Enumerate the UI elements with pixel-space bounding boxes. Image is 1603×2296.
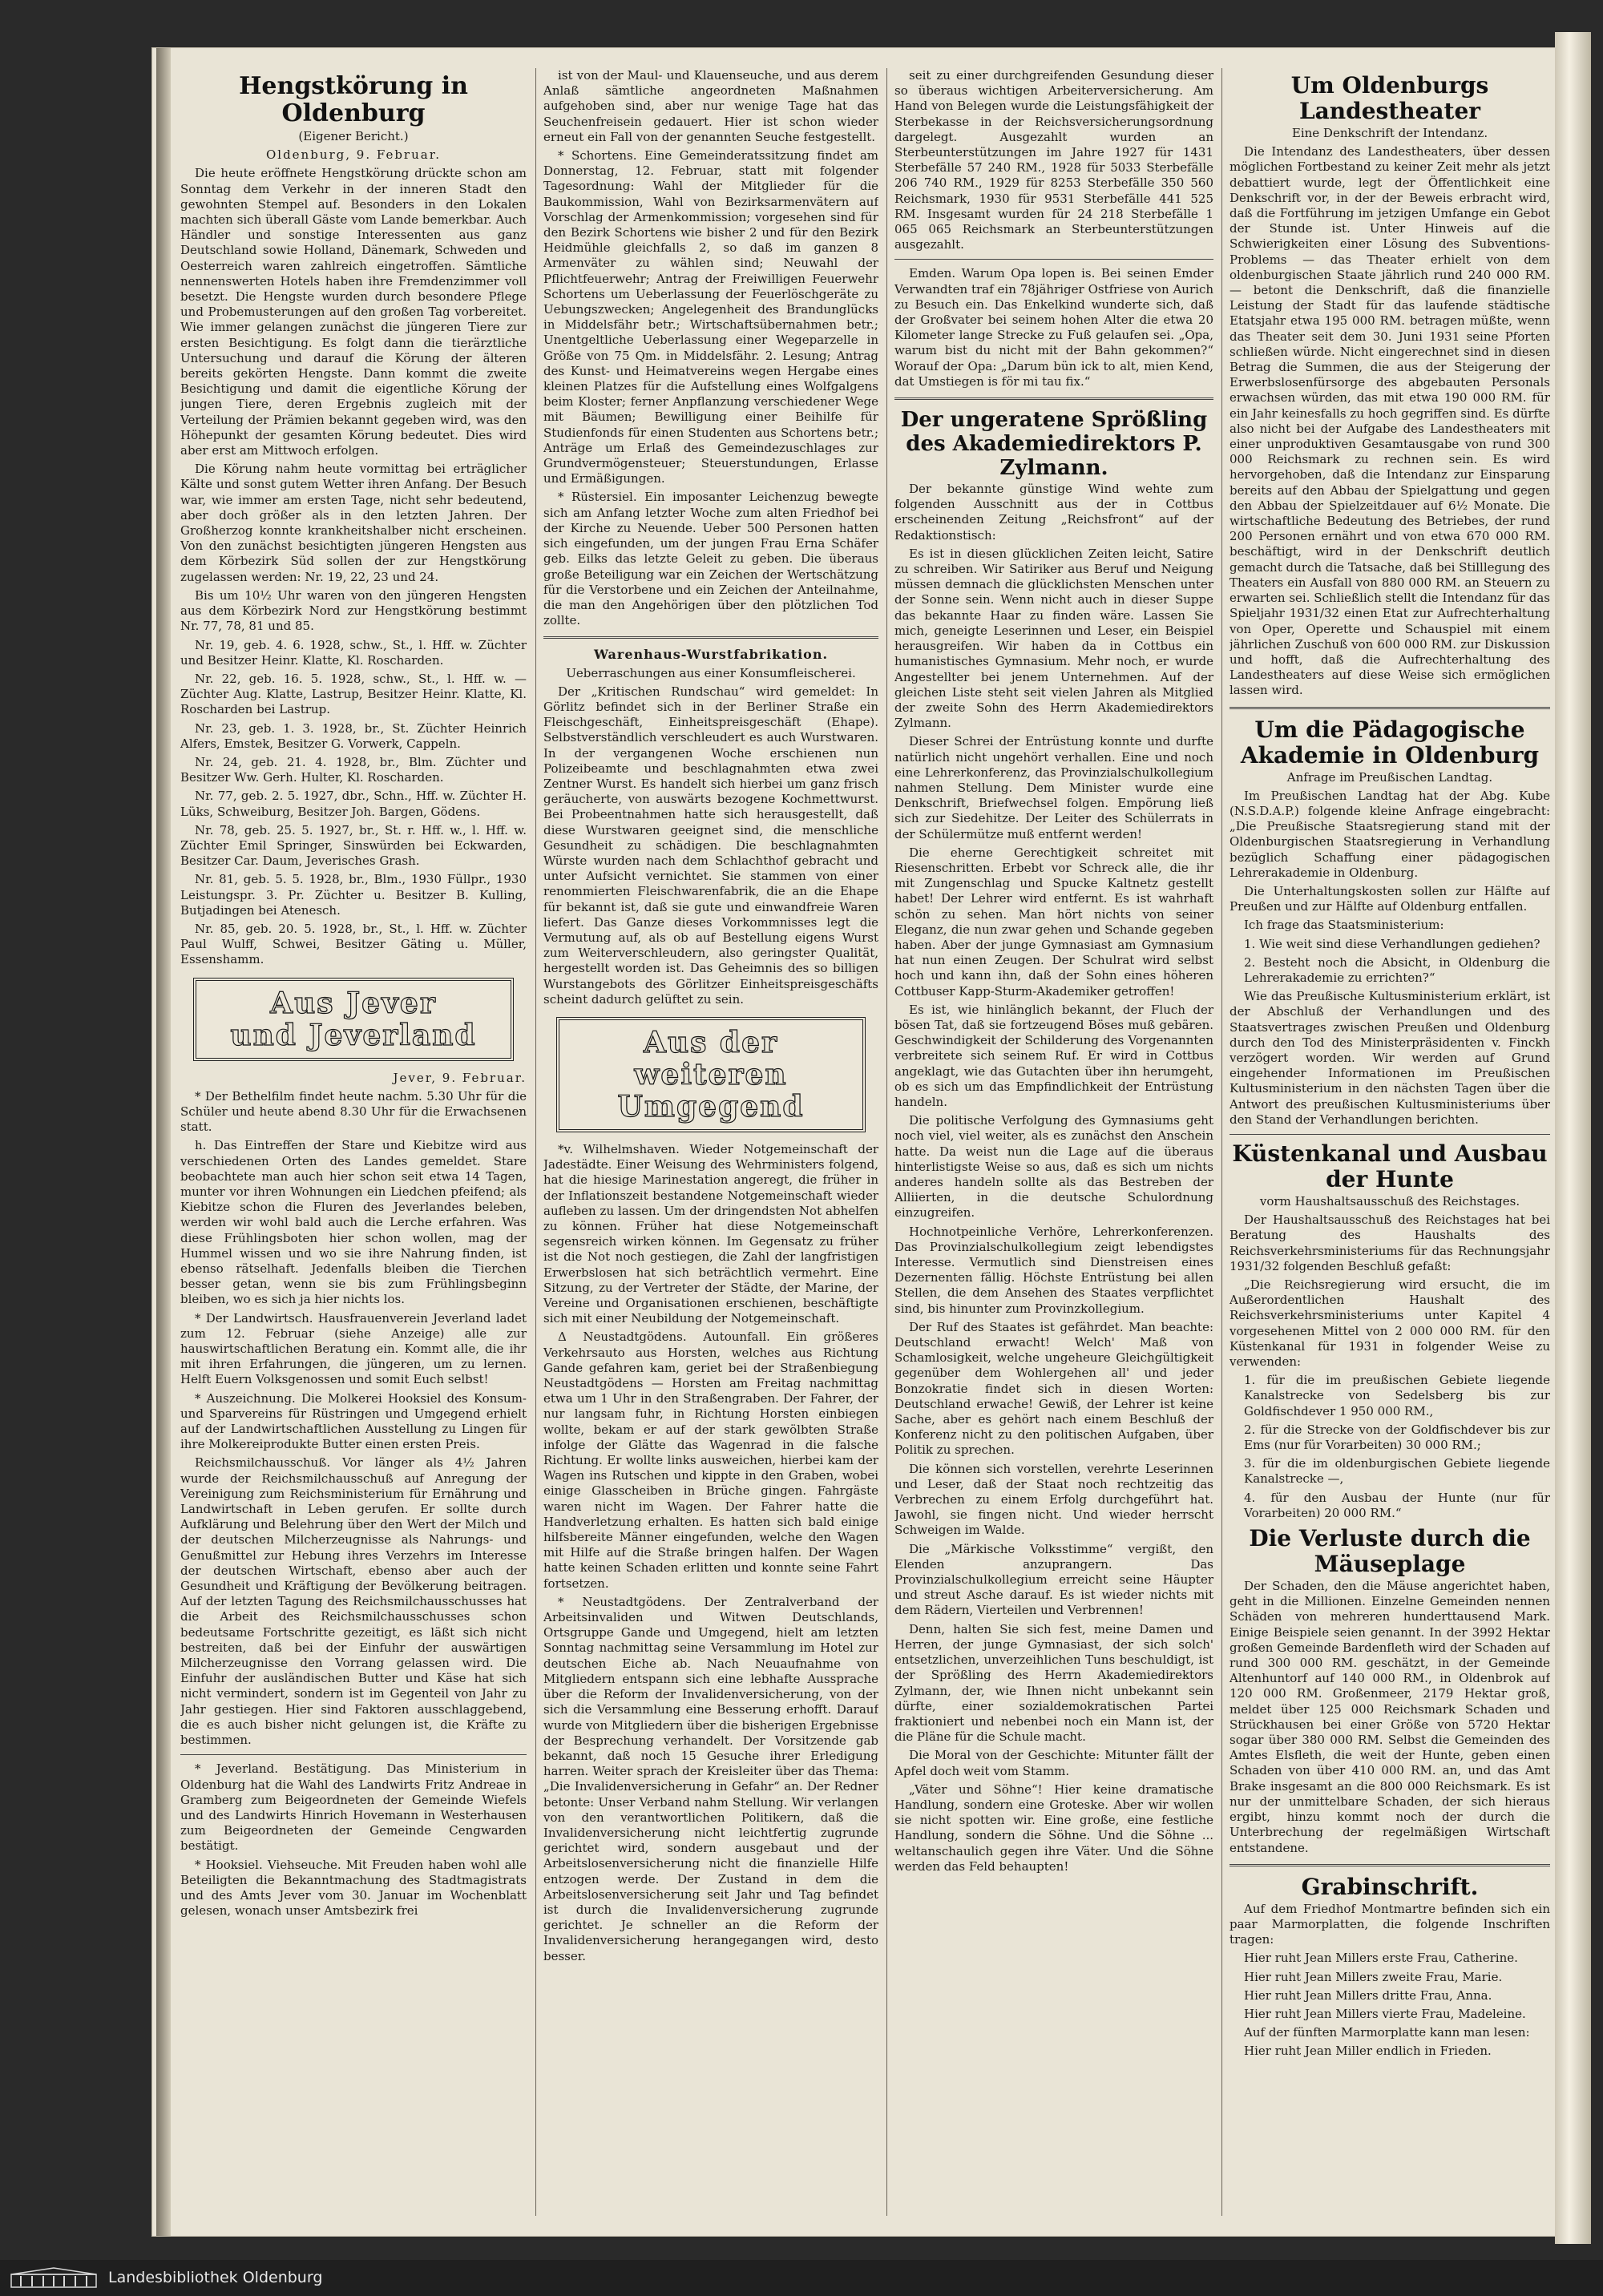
article-subhead: Eine Denkschrift der Intendanz. — [1291, 126, 1488, 140]
paragraph: Nr. 78, geb. 25. 5. 1927, br., St. r. Hff. w., l. Hff. w. Züchter Emil Springer, Sinswürden bei Eckwarden, Besitzer Car. Daum, Jeverisches Grash. — [180, 822, 527, 869]
paragraph: Der Schaden, den die Mäuse angerichtet haben, geht in die Millionen. Einzelne Gemeinden nennen Schäden von mehreren hunderttausend Mark. Einige Beispiele seien genannt. In der 3992 Hektar großen Gemeinde Bardenfleth wird der Schaden auf rund 300 000 RM. geschätzt, in der Gemeinde Altenhuntorf auf 140 000 RM., in Oldenbrok auf 120 000 RM. Großenmeer, 2179 Hektar groß, meldet über 125 000 Reichsmark Schaden und Strückhausen bei einer Größe von 5720 Hektar sogar über 380 000 RM. Selbst die Gemeinden des Amtes Elsfleth, die weit der Hunte, geben einen Schaden von über 410 000 RM. an, und das Amt Brake insgesamt an die 800 000 Reichsmark. Es ist nur der unmittelbare Schaden, der sich hieraus ergibt, hinzu kommt noch der durch die Unterbrechung der regelmäßigen Wirtschaft entstandene. — [1230, 1579, 1550, 1855]
library-building-icon — [10, 2266, 98, 2289]
paragraph: Die „Märkische Volksstimme“ vergißt, den Elenden anzuprangern. Das Provinzialschulkollegium erreicht seine Häupter und streut Asche darauf. Es ist wieder nichts mit dem Rädern, Vierteilen und Verbrennen! — [894, 1541, 1213, 1618]
paragraph: Nr. 19, geb. 4. 6. 1928, schw., St., l. Hff. w. Züchter und Besitzer Heinr. Klatte, Kl. Roscharden. — [180, 637, 527, 668]
paragraph: Ich frage das Staatsministerium: — [1244, 918, 1444, 933]
dateline: Oldenburg, 9. Februar. — [265, 147, 442, 163]
paragraph: * Rüstersiel. Ein imposanter Leichenzug bewegte sich am Anfang letzter Woche zum alten Friedhof bei der Kirche zu Neuende. Ueber 500 Personen hatten sich eingefunden, um der jungen Frau Erna Schäfer geb. Eilks das letzte Geleit zu geben. Die überaus große Beteiligung war ein Zeichen der Wertschätzung für die Verstorbene und ein Zeichen der Anteilnahme, die man den Angehörigen über den plötzlichen Tod zollte. — [543, 490, 878, 628]
column-rule — [886, 68, 887, 2216]
paragraph: Die Unterhaltungskosten sollen zur Hälfte auf Preußen und zur Hälfte auf Oldenburg entfallen. — [1230, 883, 1550, 914]
list-item: Hier ruht Jean Miller endlich in Frieden. — [1244, 2044, 1492, 2059]
list-item: 4. für den Ausbau der Hunte (nur für Vorarbeiten) 20 000 RM.“ — [1244, 1490, 1550, 1520]
paragraph: h. Das Eintreffen der Stare und Kiebitze wird aus verschiedenen Orten des Landes gemeldet. Stare beobachtete man auch hier schon seit etwa 14 Tagen, munter vor ihren Wohnungen ein Liedchen pfeifend; als Kiebitze schon die Fluren des Jeverlandes beleben, werden wir wohl bald auch die Lerche erfahren. Was diese Frühlingsboten hier schon wollen, mag der Hummel wissen und wo sie ihre Nahrung finden, ist ebenso rätselhaft. Jedenfalls bleiben die Tierchen besser getan, wenn sie bis zum Frühlingsbeginn bleiben, wo es sich ja hier nichts los. — [180, 1138, 527, 1307]
article-subhead: vorm Haushaltsausschuß des Reichstages. — [1259, 1193, 1520, 1209]
list-item: 3. für die im oldenburgischen Gebiete liegende Kanalstrecke —, — [1244, 1456, 1550, 1487]
divider — [1230, 1864, 1550, 1866]
column-1 — [180, 68, 527, 2216]
section-banner-jever — [193, 978, 514, 1061]
paragraph: Der Ruf des Staates ist gefährdet. Man beachte: Deutschland erwacht! Welch' Maß von Schamlosigkeit, welche ungeheure Gleichgültigkeit gegenüber dem Wohlergehen all' und jeder Bonzokratie findet sich in diesen Worten: Deutschland erwache! Gewiß, der Lehrer ist keine Sache, aber es gehört nach einem Beschluß der Konferenz nicht zu den politischen Aufgaben, über Politik zu sprechen. — [894, 1319, 1213, 1458]
article-headline: Warenhaus-Wurstfabrikation. — [593, 647, 829, 663]
list-item: Hier ruht Jean Millers vierte Frau, Madeleine. — [1244, 2006, 1526, 2021]
column-4 — [1230, 68, 1550, 2216]
paragraph: Wie das Preußische Kultusministerium erklärt, ist der Abschluß der Verhandlungen und des Staatsvertrages zwischen Preußen und Oldenburg durch den Tod des Ministerpräsidenten v. Finckh verzögert worden. Wir werden auf Grund eingehender Informationen im Preußischen Kultusministerium in den nächsten Tagen über die Antwort des preußischen Kultusministeriums über den Stand der Verhandlungen berichten. — [1230, 989, 1550, 1127]
paragraph: * Der Landwirtsch. Hausfrauenverein Jeverland ladet zum 12. Februar (siehe Anzeige) alle zur hauswirtschaftlichen Beratung ein. Kommt alle, die ihr mit ihren Erfahrungen, die jüngeren, um zu lernen. Helft Euern Volksgenossen und somit Euch selbst! — [180, 1310, 527, 1387]
paragraph: Emden. Warum Opa lopen is. Bei seinen Emder Verwandten traf ein 78jähriger Ostfriese von Aurich zu Besuch ein. Das Enkelkind wunderte sich, daß der Großvater bei seinem hohen Alter die etwa 20 Kilometer lange Strecke zu Fuß gelaufen sei. „Opa, warum bist du nicht mit der Bahn gekommen?“ Worauf der Opa: „Darum bün ick to alt, mien Kend, dat Umstiegen is för mi tau fix.“ — [894, 266, 1213, 389]
list-item: 1. für die im preußischen Gebiete liegende Kanalstrecke von Sedelsberg bis zur Goldfischdever 1 950 000 RM., — [1244, 1373, 1550, 1418]
divider — [894, 397, 1213, 400]
paragraph: * Hooksiel. Viehseuche. Mit Freuden haben wohl alle Beteiligten die Bekanntmachung des Stadtmagistrats und des Amts Jever vom 30. Januar im Wochenblatt gelesen, wonach unser Amtsbezirk frei — [180, 1857, 527, 1919]
paragraph: * Auszeichnung. Die Molkerei Hooksiel des Konsum- und Sparvereins für Rüstringen und Umgegend erhielt auf der Landwirtschaftlichen Ausstellung zu Lingen für ihre Molkereiprodukte Butter einen ersten Preis. — [180, 1390, 527, 1452]
page-edge — [1555, 32, 1591, 2244]
article-headline: Der ungeratene Sprößling des Akademiedirektors P. Zylmann. — [900, 408, 1208, 481]
paragraph: Die Moral von der Geschichte: Mitunter fällt der Apfel doch weit vom Stamm. — [894, 1748, 1213, 1778]
paragraph: Nr. 22, geb. 16. 5. 1928, schw., St., l. Hff. w. — Züchter Aug. Klatte, Lastrup, Besitzer Heinr. Klatte, Kl. Roscharden bei Lastrup. — [180, 671, 527, 717]
paragraph: Die eherne Gerechtigkeit schreitet mit Riesenschritten. Erbebt vor Schreck alle, die ihr mit Zungenschlag und Spucke Kaltnetz gestellt habet! Der Lehrer wird entfernt. Es ist wahrhaft schön zu sehen. Man hört nichts von seiner Eleganz, die nun zwar gehen und Schande gegeben haben. Aber der junge Gymnasiast am Gymnasium hat nun einen Zeugen. Der Schulrat wird selbst hoch und kann ihn, daß der Sohn eines höheren Cottbuser Kapp-Sturm-Akademiker getroffen! — [894, 845, 1213, 999]
divider — [543, 636, 878, 639]
column-3 — [894, 68, 1213, 2216]
paragraph: Dieser Schrei der Entrüstung konnte und durfte natürlich nicht ungehört verhallen. Eine und noch eine Lehrerkonferenz, das Provinzialschulkollegium nahmen Stellung. Dem Minister wurde eine Denkschrift, Briefwechsel folgen. Empörung ließ sich zur Siedehitze. Der Leiter des Schülerrats in der Schülermütze muß entfernt werden! — [894, 734, 1213, 841]
dateline: Jever, 9. Februar. — [393, 1070, 527, 1085]
banner-line: und Jeverland — [230, 1018, 477, 1052]
article-headline: Küstenkanal und Ausbau der Hunte — [1232, 1140, 1548, 1192]
list-item: Hier ruht Jean Millers dritte Frau, Anna. — [1244, 1987, 1492, 2003]
divider — [1230, 707, 1550, 709]
divider — [894, 259, 1213, 260]
paragraph: Der Haushaltsausschuß des Reichstages hat bei Beratung des Haushalts des Reichsverkehrsministeriums für das Rechnungsjahr 1931/32 folgenden Beschluß gefaßt: — [1230, 1213, 1550, 1273]
paragraph: Die Intendanz des Landestheaters, über dessen möglichen Fortbestand zu keiner Zeit mehr als jetzt debattiert wurde, legt der Öffentlichkeit eine Denkschrift vor, in der der Beweis erbracht wird, daß die Fortführung im jetzigen Umfange ein Gebot der Stunde ist. Unter Hinweis auf die Schwierigkeiten einer Lösung des Subventions-Problems — das Theater erhielt von dem oldenburgischen Staate jährlich rund 240 000 RM. — betont die Denkschrift, daß die finanzielle Leistung der Stadt für das laufende städtische Etatsjahr etwa 195 000 RM. betragen müßte, wenn das Theater seit dem 30. Juni 1931 seine Pforten schließen würde. Nicht eingerechnet sind in diesen Betrag die Summen, die aus der Steigerung der Erwerbslosenfürsorge des abgebauten Personals erwachsen würden, das mit etwa 190 000 RM. für ein Jahr keinesfalls zu hoch gegriffen sind. Es dürfte also nicht bei der Aufgabe des Landestheaters mit einer unproduktiven Gesamtausgabe von rund 300 000 Reichsmark zu rechnen sein. Es wird hervorgehoben, daß die Intendanz zur Einsparung bereits auf den Abbau der Spielgattung und gegen den Abbau der Spielzeitdauer auf 6½ Monate. Die wirtschaftliche Bedeutung des Betriebes, der rund 200 Personen ernährt und von etwa 670 000 RM. beschäftigt, wird in der Denkschrift deutlich gemacht durch die Tatsache, daß bei Stilllegung des Theaters ein Ausfall von 880 000 RM. an Steuern zu erwarten sei. Schließlich stellt die Intendanz für das Spieljahr 1931/32 einen Etat zur Aufrechterhaltung von Oper, Operette und Schauspiel mit einem jährlichen Zuschuß von 600 000 RM. zur Diskussion und hofft, daß die Aufrechterhaltung des Landestheaters auf diese Weise sich ermöglichen lassen wird. — [1230, 144, 1550, 698]
banner-line: Aus der weiteren — [634, 1025, 788, 1092]
paragraph: Bis um 10½ Uhr waren von den jüngeren Hengsten aus dem Körbezirk Nord zur Hengstkörung bestimmt Nr. 77, 78, 81 und 85. — [180, 587, 527, 634]
paragraph: Nr. 81, geb. 5. 5. 1928, br., Blm., 1930 Füllpr., 1930 Leistungspr. 3. Pr. Züchter u. Besitzer B. Kulling, Butjadingen bei Atenesch. — [180, 872, 527, 918]
list-item: 2. für die Strecke von der Goldfischdever bis zur Ems (nur für Vorarbeiten) 30 000 RM.; — [1244, 1422, 1550, 1453]
article-headline: Hengstkörung in Oldenburg — [239, 72, 468, 127]
binding-gutter — [156, 48, 171, 2236]
article-headline: Um Oldenburgs Landestheater — [1290, 72, 1489, 124]
paragraph: * Schortens. Eine Gemeinderatssitzung findet am Donnerstag, 12. Februar, statt mit folgender Tagesordnung: Wahl der Mitglieder für die Baukommission, Wahl von Bezirksarmenvätern auf Vorschlag der Armenkommission; vorgesehen sind für den Bezirk Schortens wie bisher 2 und für den Bezirk Heidmühle gleichfalls 2, so daß im ganzen 8 Armenväter zu wählen sind; Neuwahl der Pflichtfeuerwehr; Antrag der Freiwilligen Feuerwehr Schortens um Ueberlassung der Feuerlöschgeräte zu Uebungszwecken; Angelegenheit des Brandunglücks in Middelsfähr betr.; Wirtschaftsübernahmen betr.; Unentgeltliche Ueberlassung einer Wegeparzelle in Größe von 75 Qm. in Middelsfähr. 2. Lesung; Antrag des Kunst- und Heimatvereins wegen Hergabe eines kleinen Platzes für die Aufstellung eines Wolfgalgens beim Kloster; ferner Anpflanzung verschiedener Wege mit Bäumen; Bewilligung einer Beihilfe für Studienfonds für einen Studenten aus Schortens betr.; Anträge um Erlaß des Gemeindezuschlages zur Grundvermögensteuer; Steuerstundungen, Erlasse und Ermäßigungen. — [543, 148, 878, 486]
paragraph: Im Preußischen Landtag hat der Abg. Kube (N.S.D.A.P.) folgende kleine Anfrage eingebracht: „Die Preußische Staatsregierung stand mit der Oldenburgischen Staatsregierung in Verhandlung bezüglich Schaffung einer pädagogischen Lehrerakademie in Oldenburg. — [1230, 788, 1550, 880]
column-2 — [543, 68, 878, 2216]
paragraph: Nr. 77, geb. 2. 5. 1927, dbr., Schn., Hff. w. Züchter H. Lüks, Schweiburg, Besitzer Joh. Bargen, Gödens. — [180, 789, 527, 819]
paragraph: Der bekannte günstige Wind wehte zum folgenden Ausschnitt aus der in Cottbus erscheinenden Zeitung „Reichsfront“ auf der Redaktionstisch: — [894, 482, 1213, 543]
column-rule — [1221, 68, 1222, 2216]
article-subhead: Anfrage im Preußischen Landtag. — [1286, 769, 1493, 785]
paragraph: * Neustadtgödens. Der Zentralverband der Arbeitsinvaliden und Witwen Deutschlands, Ortsgruppe Gande und Umgegend, hielt am letzten Sonntag nachmittag seine Versammlung im Hotel zur deutschen Eiche ab. Nach Neuaufnahme von Mitgliedern entspann sich eine lebhafte Aussprache über die Reform der Invalidenversicherung, von der sich die Versammlung eine Besserung erhofft. Darauf wurde von Mitgliedern über die bisherigen Ergebnisse der Besprechung verhandelt. Der Vorsitzende gab bekannt, daß noch 15 Gesuche ihrer Erledigung harren. Weiter sprach der Kreisleiter über das Thema: „Die Invalidenversicherung in Gefahr“ an. Der Redner betonte: Unser Verband nahm Stellung. Wir verlangen von den verantwortlichen Politikern, daß die Invalidenversicherung nicht leichtfertig zugrunde gerichtet wird, sondern ausgebaut und der Arbeitslosenversicherung nicht die finanzielle Hilfe entzogen werde. Der Zustand in dem die Arbeitslosenversicherung seit Jahr und Tag befindet ist durch die Invalidenversicherung zugrunde gerichtet. Je schneller an die Reform der Invalidenversicherung herangegangen wird, desto besser. — [543, 1594, 878, 1963]
banner-line: Umgegend — [617, 1089, 805, 1124]
paragraph: Reichsmilchausschuß. Vor länger als 4½ Jahren wurde der Reichsmilchausschuß auf Anregung der Vereinigung zum Reichsministerium für Ernährung und Landwirtschaft in Leben gerufen. Er sollte durch Aufklärung und Belehrung über den Wert der Milch und der deutschen Milcherzeugnisse als Nahrungs- und Genußmittel zur Hebung ihres Verzehrs im Interesse der deutschen Wirtschaft, ebenso aber auch der Gesundheit und Kräftigung der Bevölkerung beitragen. Auf der letzten Tagung des Reichsmilchausschusses hat die Arbeit des Reichsmilchausschusses schon bedeutsame Fortschritte gezeitigt, es läßt sich nicht bestreiten, daß bei der Einfuhr der auswärtigen Milcherzeugnisse den Vorrang gelassen wird. Die Einfuhr der ausländischen Butter und Käse hat sich nicht vermindert, sondern ist im Gegenteil von Jahr zu Jahr gestiegen. Hier sind Faktoren ausschlaggebend, die es auch bisher nicht gelungen ist, die Kräfte zu bestimmen. — [180, 1455, 527, 1748]
paragraph: ist von der Maul- und Klauenseuche, und aus derem Anlaß sämtliche angeordneten Maßnahmen aufgehoben sind, aber nur wenige Tage hat das Seuchenfreisein gedauert. Hier ist schon wieder erneut ein Fall von der genannten Seuche festgestellt. — [543, 68, 878, 144]
column-rule — [535, 68, 536, 2216]
paragraph: *v. Wilhelmshaven. Wieder Notgemeinschaft der Jadestädte. Einer Weisung des Wehrministers folgend, hat die hiesige Marinestation angeregt, die früher in der Inflationszeit bestandene Notgemeinschaft wieder aufleben zu lassen. Um der dringendsten Not abhelfen zu können. Früher hat diese Notgemeinschaft segensreich wirken können. Im Gegensatz zu früher ist die Not noch gestiegen, die Zahl der langfristigen Erwerbslosen hat sich beträchtlich vermehrt. Eine Sitzung, zu der Vertreter der Städte, der Marine, der Vereine und Organisationen erschienen, beschäftigte sich mit einer Neubildung der Notgemeinschaft. — [543, 1141, 878, 1326]
paragraph: seit zu einer durchgreifenden Gesundung dieser so überaus wichtigen Arbeiterversicherung. Am Hand von Belegen wurde die Leistungsfähigkeit der Sterbekasse in der Reichsversicherungsordnung dargelegt. Ausgezahlt wurden an Sterbeunterstützungen im Jahre 1927 für 1431 Sterbefälle 57 240 RM., 1928 für 5033 Sterbefälle 206 740 RM., 1929 für 8253 Sterbefälle 350 560 Reichsmark, 1930 für 9531 Sterbefälle 441 525 RM. Insgesamt wurden für 24 218 Sterbefälle 1 065 065 Reichsmark an Sterbeunterstützungen ausgezahlt. — [894, 68, 1213, 252]
paragraph: Auf dem Friedhof Montmartre befinden sich ein paar Marmorplatten, die folgende Inschriften tragen: — [1230, 1901, 1550, 1947]
paragraph: Nr. 23, geb. 1. 3. 1928, br., St. Züchter Heinrich Alfers, Emstek, Besitzer G. Vorwerk, Cappeln. — [180, 720, 527, 751]
section-banner-umgegend — [556, 1017, 866, 1132]
article-subhead: Ueberraschungen aus einer Konsumfleischerei. — [566, 665, 856, 680]
paragraph: * Jeverland. Bestätigung. Das Ministerium in Oldenburg hat die Wahl des Landwirts Fritz Andreae in Gramberg zum Beigeordneten der Gemeinde Wiefels und des Landwirts Hinrich Hovemann in Westerhausen zum Beigeordneten der Gemeinde Cengwarden bestätigt. — [180, 1761, 527, 1854]
paragraph: Die können sich vorstellen, verehrte Leserinnen und Leser, daß der Staat noch rechtzeitig das Verbrechen zu einem Erfolg durchgeführt hat. Jawohl, sie fingen nicht. Und wieder herrscht Schweigen im Walde. — [894, 1461, 1213, 1538]
paragraph: „Väter und Söhne“! Hier keine dramatische Handlung, sondern eine Groteske. Aber wir wollen sie nicht spotten wir. Eine große, eine festliche Handlung, sondern die Söhne. Und die Söhne ... weltanschaulich gegen ihre Väter. Und die Söhne werden das Feld behaupten! — [894, 1782, 1213, 1874]
paragraph: Hochnotpeinliche Verhöre, Lehrerkonferenzen. Das Provinzialschulkollegium zeigt lebendigstes Interesse. Vermutlich sind Dienstreisen eines Dezernenten fällig. Höchste Entrüstung bei allen Stellen, die dem Ansehen des Staates verpflichtet sind, bis hinunter zum Provinzkollegium. — [894, 1224, 1213, 1316]
paragraph: Die politische Verfolgung des Gymnasiums geht noch viel, viel weiter, als es zunächst den Anschein hatte. Da weist nun die Lage auf die überaus hinterlistigste Weise so aus, daß es sich um nichts anderes handeln sollte als das Bestreben der Alliierten, in die deutsche Schulordnung einzugreifen. — [894, 1113, 1213, 1221]
banner-line: Aus Jever — [270, 986, 437, 1020]
paragraph: Der „Kritischen Rundschau“ wird gemeldet: In Görlitz befindet sich in der Berliner Straße ein Fleischgeschäft, Einheitspreisgeschäft (Ehape). Selbstverständlich verschleudert es auch Wurstwaren. In der vergangenen Woche erschienen nun Polizeibeamte und beschlagnahmten etwa zwei Zentner Wurst. Es handelt sich hierbei um ganz frisch geräucherte, von auswärts bezogene Kochmettwurst. Bei Probeentnahmen hatte sich herausgestellt, daß diese Wurstwaren geeignet sind, die menschliche Gesundheit zu schädigen. Die beschlagnahmten Würste wurden nach dem Schlachthof gebracht und unter Aufsicht vernichtet. Sie stammen von einer renommierten Fleischwarenfabrik, die an die Ehape für bekannt ist, daß sie gute und einwandfreie Waren liefert. Das Ganze dieses Vorkommnisses legt die Vermutung auf, als ob auf Bestellung eigens Wurst zum Weiterverschleudern, also geringster Qualität, hergestellt worden ist. Das Geheimnis des so billigen Wurstangebots des Görlitzer Einheitspreisgeschäfts scheint dadurch gelüftet zu sein. — [543, 684, 878, 1007]
paragraph: Nr. 24, geb. 21. 4. 1928, br., Blm. Züchter und Besitzer Ww. Gerh. Hulter, Kl. Roscharden. — [180, 754, 527, 785]
paragraph: Δ Neustadtgödens. Autounfall. Ein größeres Verkehrsauto aus Horsten, welches aus Richtung Gande gefahren kam, geriet bei der Straßenbiegung Neustadtgödens — Horsten am Freitag nachmittag etwa um 1 Uhr in den Straßengraben. Der Fahrer, der nur langsam fuhr, in Richtung Horsten einbiegen wollte, bekam er auf der stark gewölbten Straße infolge der Glätte das Wagenrad in die falsche Richtung. Er wollte links ausweichen, hierbei kam der Wagen ins Rutschen und kippte in den Graben, wobei einige Glasscheiben in Brüche gingen. Fahrgäste waren nicht im Wagen. Der Fahrer hatte die Handverletzung erhalten. Es hatten sich bald einige hilfsbereite Männer eingefunden, welche den Wagen mit Hilfe auf die Straße bringen halfen. Der Wagen hatte keinen Schaden erlitten und konnte seine Fahrt fortsetzen. — [543, 1330, 878, 1591]
paragraph: Denn, halten Sie sich fest, meine Damen und Herren, der junge Gymnasiast, der sich solch' entsetzlichen, unverzeihlichen Tuns beschuldigt, ist der Sprößling des Herrn Akademiedirektors Zylmann, der, wie Ihnen nicht unbekannt sein dürfte, einer sozialdemokratischen Partei fraktioniert und nebenbei noch ein Mann ist, der die Pläne für die Schule macht. — [894, 1621, 1213, 1745]
list-item: 1. Wie weit sind diese Verhandlungen gediehen? — [1244, 936, 1540, 951]
paragraph: Die heute eröffnete Hengstkörung drückte schon am Sonntag dem Verkehr in der inneren Stadt den gewohnten Stempel auf. Besonders in den Lokalen machten sich überall Gäste vom Lande bemerkbar. Auch Händler und sonstige Interessenten aus ganz Deutschland sowie Holland, Dänemark, Schweden und Oesterreich waren zahlreich eingetroffen. Sämtliche nennenswerten Hotels haben ihre Fremdenzimmer voll besetzt. Die Hengste wurden durch besondere Pflege und Probemusterungen auf den großen Tag vorbereitet. Wie immer gelangen zunächst die jüngeren Tiere zur ersten Besichtigung. Es folgt dann die tierärztliche Untersuchung und darauf die Körung der älteren bereits gekörten Hengste. Dann kommt die zweite Besichtigung und damit die eigentliche Körung der jungen Tiere, deren Ergebnis zugleich mit der Verteilung der Prämien bekannt gegeben wird, was den Höhepunkt der gesamten Körung bedeutet. Dies wird aber erst am Mittwoch erfolgen. — [180, 166, 527, 458]
paragraph: Nr. 85, geb. 20. 5. 1928, br., St., l. Hff. w. Züchter Paul Wulff, Schwei, Besitzer Gäting u. Müller, Essenshamm. — [180, 921, 527, 967]
paragraph: Auf der fünften Marmorplatte kann man lesen: — [1244, 2025, 1530, 2040]
article-subhead: (Eigener Bericht.) — [298, 129, 409, 143]
article-headline: Grabinschrift. — [1301, 1873, 1479, 1900]
paragraph: „Die Reichsregierung wird ersucht, die im Außerordentlichen Haushalt des Reichsverkehrsministeriums unter Kapitel 4 vorgesehenen Mittel von 2 000 000 RM. für den Küstenkanal für 1931 in folgender Weise zu verwenden: — [1230, 1277, 1550, 1370]
list-item: Hier ruht Jean Millers erste Frau, Catherine. — [1244, 1951, 1518, 1966]
list-item: Hier ruht Jean Millers zweite Frau, Marie. — [1244, 1969, 1503, 1984]
list-item: 2. Besteht noch die Absicht, in Oldenburg die Lehrerakademie zu errichten?“ — [1244, 954, 1550, 985]
article-headline: Die Verluste durch die Mäuseplage — [1249, 1525, 1531, 1578]
divider — [1230, 1134, 1550, 1135]
library-name: Landesbibliothek Oldenburg — [108, 2269, 323, 2286]
paragraph: * Der Bethelfilm findet heute nachm. 5.30 Uhr für die Schüler und heute abend 8.30 Uhr für die Erwachsenen statt. — [180, 1088, 527, 1135]
paragraph: Es ist in diesen glücklichen Zeiten leicht, Satire zu schreiben. Wir Satiriker aus Beruf und Neigung müssen demnach die glücklichsten Menschen unter der Sonne sein. Wenn nicht auch in dieser Suppe das bekannte Haar zu finden wäre. Lassen Sie mich, geneigte Leserinnen und Leser, ein Beispiel herausgreifen. Wir haben da in Cottbus ein humanistisches Gymnasium. Mehr noch, er wurde Angestellter bei jenem Unternehmen. Auf der gleichen Liste steht seit vielen Jahren als Mitglied der zweite Sohn des Herrn Akademiedirektors Zylmann. — [894, 546, 1213, 731]
paragraph: Es ist, wie hinlänglich bekannt, der Fluch der bösen Tat, daß sie fortzeugend Böses muß gebären. Geschwindigkeit der Schilderung des Vorgenannten verbreitete sich seinem Ruf. Er wird in Cottbus angeklagt, wie das Gutachten über ihn herumgeht, ob es sich um das Empfindlichkeit der Entrüstung handeln. — [894, 1002, 1213, 1109]
paragraph: Die Körung nahm heute vormittag bei erträglicher Kälte und sonst gutem Wetter ihren Anfang. Der Besuch war, wie immer am ersten Tage, nicht sehr bedeutend, aber doch größer als in den letzten Jahren. Der Großherzog konnte krankheitshalber nicht erscheinen. Von den zunächst besichtigten jüngeren Hengsten aus dem Körbezirk Süd sollen der zur Hengstkörung zugelassen werden: Nr. 19, 22, 23 und 24. — [180, 462, 527, 584]
article-headline: Um die Pädagogische Akademie in Oldenburg — [1240, 716, 1540, 769]
divider — [180, 1754, 527, 1755]
